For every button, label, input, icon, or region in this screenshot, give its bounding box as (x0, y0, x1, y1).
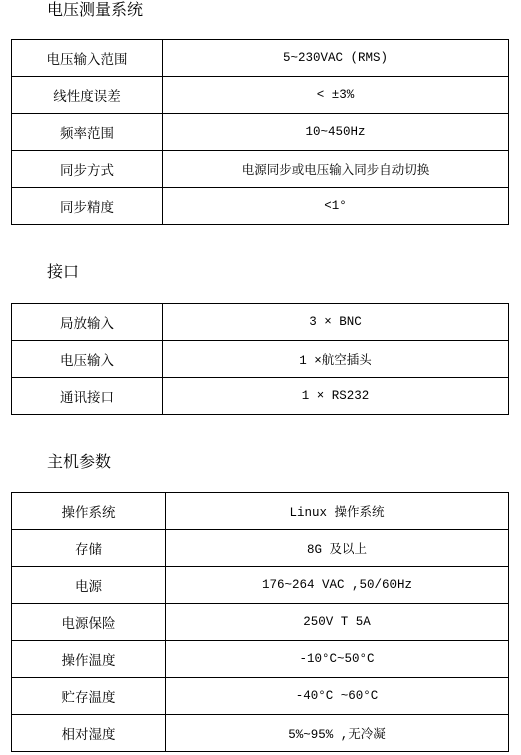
table-row (12, 641, 509, 678)
row-value: 1 × RS232 (163, 378, 509, 415)
table-row (12, 715, 509, 752)
row-label: 相对湿度 (12, 715, 166, 752)
row-value: 8G 及以上 (166, 530, 509, 567)
row-value: 5~230VAC (RMS) (163, 40, 509, 77)
table-row (12, 567, 509, 604)
row-label: 存储 (12, 530, 166, 567)
row-value: 3 × BNC (163, 304, 509, 341)
row-label: 电压输入范围 (12, 40, 163, 77)
row-label: 电源保险 (12, 604, 166, 641)
row-label: 电源 (12, 567, 166, 604)
row-value: 1 ×航空插头 (163, 341, 509, 378)
section-title-interface: 接口 (47, 262, 80, 281)
table-row (12, 151, 509, 188)
section-title-voltage-measurement: 电压测量系统 (47, 0, 144, 19)
section-title-host-parameters: 主机参数 (47, 452, 112, 471)
table-row (12, 304, 509, 341)
row-value: 176~264 VAC ,50/60Hz (166, 567, 509, 604)
table-row (12, 678, 509, 715)
row-value: -10°C~50°C (166, 641, 509, 678)
row-value: <1° (163, 188, 509, 225)
row-label: 同步精度 (12, 188, 163, 225)
spec-table-host-parameters (11, 492, 509, 752)
row-value: 5%~95% ,无冷凝 (166, 715, 509, 752)
table-row (12, 188, 509, 225)
row-value: -40°C ~60°C (166, 678, 509, 715)
row-value: Linux 操作系统 (166, 493, 509, 530)
table-row (12, 530, 509, 567)
table-row (12, 40, 509, 77)
table-row (12, 114, 509, 151)
row-label: 同步方式 (12, 151, 163, 188)
table-row (12, 604, 509, 641)
row-label: 操作系统 (12, 493, 166, 530)
table-row (12, 341, 509, 378)
row-label: 贮存温度 (12, 678, 166, 715)
row-value: 电源同步或电压输入同步自动切换 (163, 151, 509, 188)
table-row (12, 378, 509, 415)
row-label: 操作温度 (12, 641, 166, 678)
table-row (12, 77, 509, 114)
spec-table-interface (11, 303, 509, 415)
spec-table-voltage-measurement (11, 39, 509, 225)
row-label: 局放输入 (12, 304, 163, 341)
table-row (12, 493, 509, 530)
row-label: 电压输入 (12, 341, 163, 378)
row-label: 线性度误差 (12, 77, 163, 114)
row-value: 250V T 5A (166, 604, 509, 641)
row-label: 通讯接口 (12, 378, 163, 415)
row-value: 10~450Hz (163, 114, 509, 151)
row-value: < ±3% (163, 77, 509, 114)
row-label: 频率范围 (12, 114, 163, 151)
